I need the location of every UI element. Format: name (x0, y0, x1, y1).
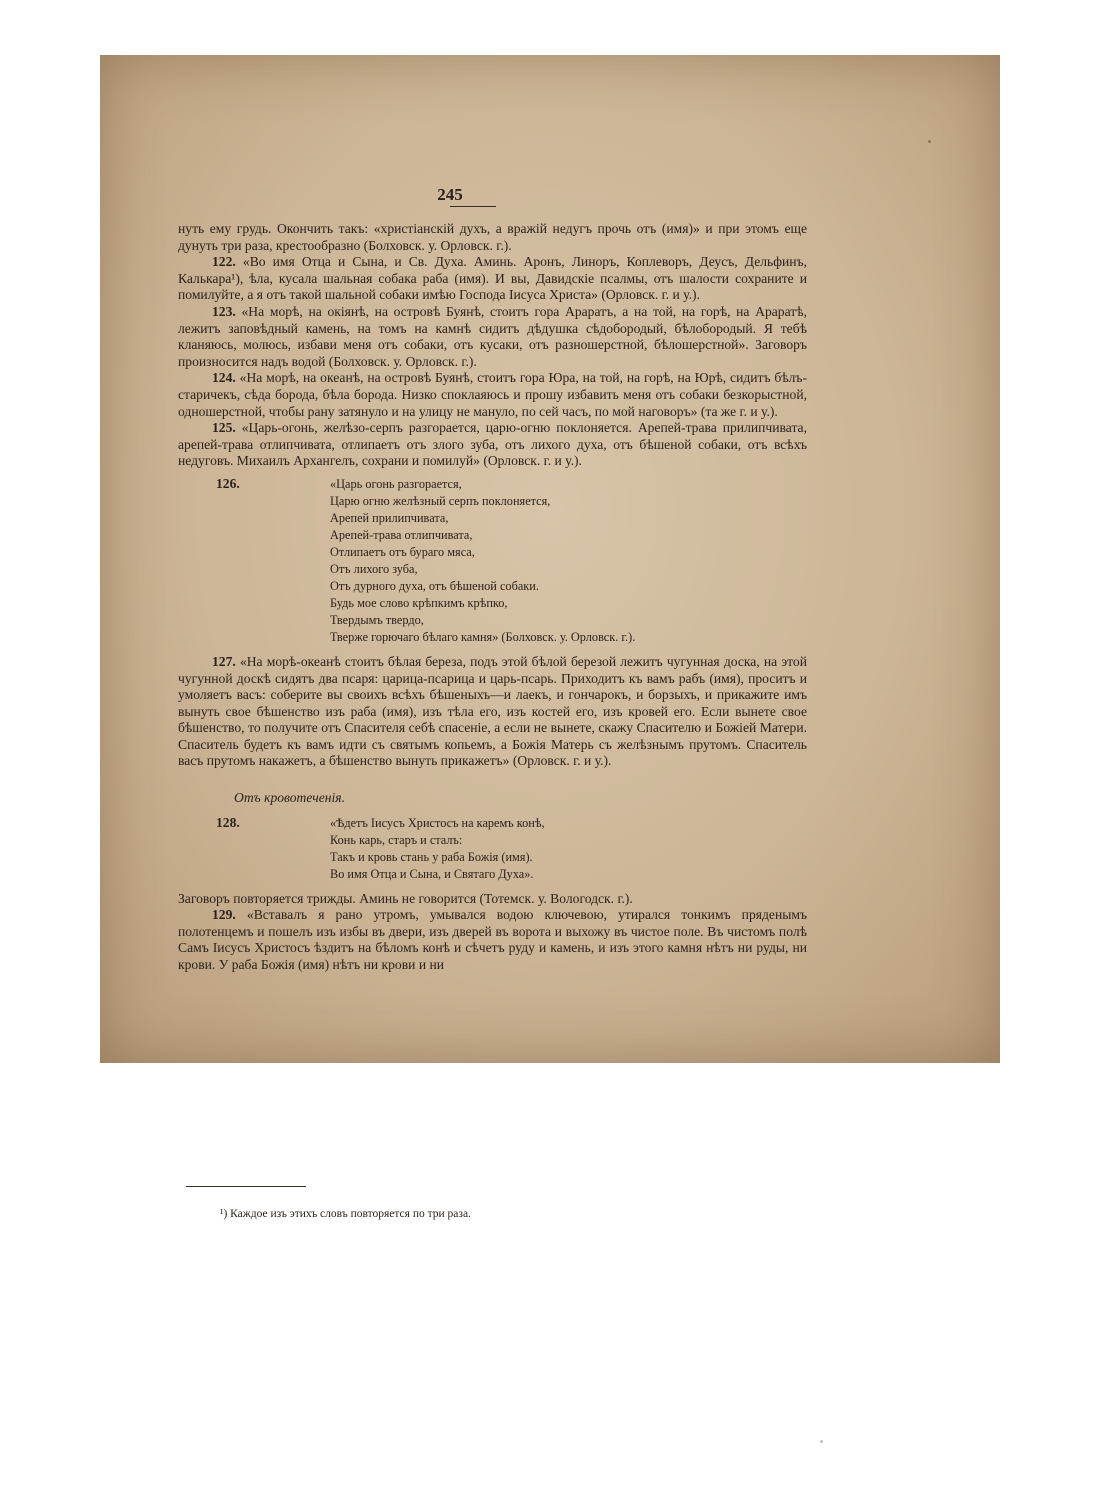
paragraph-129: 129. «Вставалъ я рано утромъ, умывался водою ключевою, утирался тонкимъ пряденымъ полотенцемъ и пошелъ изъ избы въ двери, изъ дверей въ ворота и выхожу въ чистое поле. Въ чистомъ полѣ Самъ Іисусъ Христосъ ѣздитъ на бѣломъ конѣ и сѣчетъ руду и камень, и изъ этого камня нѣтъ ни руды, ни крови. У раба Божія (имя) нѣтъ ни крови и ни (178, 907, 807, 973)
verse-128 (178, 815, 807, 883)
page-number-rule (450, 206, 496, 207)
verse-lines (330, 476, 807, 646)
section-heading: Отъ кровотеченія. (234, 790, 345, 806)
footnote: ¹) Каждое изъ этихъ словъ повторяется по три раза. (220, 1208, 471, 1220)
verse-line: Отлипаетъ отъ бураго мяса, (330, 544, 475, 559)
verse-line: Конь карь, старъ и сталъ: (330, 832, 463, 847)
paragraph-note: Заговоръ повторяется трижды. Аминь не говорится (Тотемск. у. Вологодск. г.). (178, 890, 633, 906)
paper-speck (928, 140, 931, 143)
verse-line: Будь мое слово крѣпкимъ крѣпко, (330, 595, 508, 610)
verse-number: 126. (216, 475, 240, 491)
verse-126 (178, 476, 807, 646)
verse-line: Твердымъ твердо, (330, 612, 424, 627)
paper-speck (820, 1440, 823, 1443)
paragraph-127: 127. «На морѣ-океанѣ стоитъ бѣлая береза, подъ этой бѣлой березой лежитъ чугунная доска, на этой чугунной доскѣ сидятъ два псаря: царица-псарица и царь-псарь. Приходитъ къ вамъ рабъ (имя), проситъ и умоляетъ васъ: соберите вы своихъ всѣхъ бѣшеныхъ—и лаекъ, и гончарокъ, и борзыхъ, и прикажите имъ вынуть свое бѣшенство изъ раба (имя), изъ тѣла его, изъ костей его, изъ кровей его. Если вынете свое бѣшенство, то получите отъ Спасителя себѣ спасеніе, а если не вынете, скажу Спасителю и Божіей Матери. Спаситель будетъ къ вамъ идти съ святымъ копьемъ, а Божія Матерь съ желѣзнымъ прутомъ. Спаситель васъ прутомъ накажетъ, а бѣшенство вынуть прикажетъ» (Орловск. г. и у.). (178, 653, 807, 769)
paragraph-continuation: нуть ему грудь. Окончить такъ: «христіанскій духъ, а вражій недугъ прочь отъ (имя)» и при этомъ еще дунуть три раза, крестообразно (Болховск. у. Орловск. г.). (178, 221, 807, 253)
verse-number: 128. (216, 814, 240, 830)
verse-lines (330, 815, 807, 883)
footnote-rule (186, 1186, 306, 1187)
verse-line: Тверже горючаго бѣлаго камня» (Болховск. у. Орловск. г.). (330, 629, 636, 644)
verse-line: Отъ лихого зуба, (330, 561, 418, 576)
paragraph-123: 123. «На морѣ, на окіянѣ, на островѣ Буянѣ, стоитъ гора Араратъ, а на той, на горѣ, на Араратѣ, лежитъ заповѣдный камень, на томъ на камнѣ сидитъ дѣдушка сѣдобородый, бѣлобородый. Я тебѣ кланяюсь, молюсь, избави меня отъ собаки, отъ кусаки, отъ разношерстной, бѣлошерстной». Заговоръ произносится надъ водой (Болховск. у. Орловск. г.). (178, 303, 808, 369)
verse-line: Арепей-трава отлипчивата, (330, 527, 473, 542)
paragraph-125: 125. «Царь-огонь, желѣзо-серпъ разгорается, царю-огню поклоняется. Арепей-трава прилипчивата, арепей-трава отлипчивата, отлипаетъ отъ злого зуба, отъ лихого духа, отъ бѣшеной собаки, отъ всѣхъ недуговъ. Михаилъ Архангелъ, сохрани и помилуй» (Орловск. г. и у.). (178, 420, 807, 469)
verse-line: «Ѣдетъ Іисусъ Христосъ на каремъ конѣ, (330, 815, 545, 830)
verse-line: Отъ дурного духа, отъ бѣшеной собаки. (330, 578, 539, 593)
verse-line: Во имя Отца и Сына, и Святаго Духа». (330, 866, 534, 881)
verse-line: Арепей прилипчивата, (330, 510, 449, 525)
page-number: 245 (437, 185, 463, 204)
body-text (178, 221, 807, 974)
paragraph-122: 122. «Во имя Отца и Сына, и Св. Духа. Аминь. Аронъ, Линоръ, Коплеворъ, Деусъ, Дельфинъ, Калькара¹), ѣла, кусала шальная собака раба (имя). И вы, Давидскіе псалмы, отъ шалости сохраните и помилуйте, а я отъ такой шальной собаки имѣю Господа Іисуса Христа» (Орловск. г. и у.). (178, 254, 807, 303)
paragraph-124: 124. «На морѣ, на океанѣ, на островѣ Буянѣ, стоитъ гора Юра, на той, на горѣ, на Юрѣ, сидитъ бѣлъ-старичекъ, сѣда борода, бѣла борода. Низко споклаяюсь и прошу избавить меня отъ собаки безкорыстной, одношерстной, чтобы рану затянуло и на улицу не мануло, по сей часъ, по мой наговоръ» (та же г. и у.). (178, 370, 807, 419)
verse-line: «Царь огонь разгорается, (330, 476, 462, 491)
verse-line: Царю огню желѣзный серпъ поклоняется, (330, 493, 551, 508)
verse-line: Такъ и кровь стань у раба Божія (имя). (330, 849, 533, 864)
